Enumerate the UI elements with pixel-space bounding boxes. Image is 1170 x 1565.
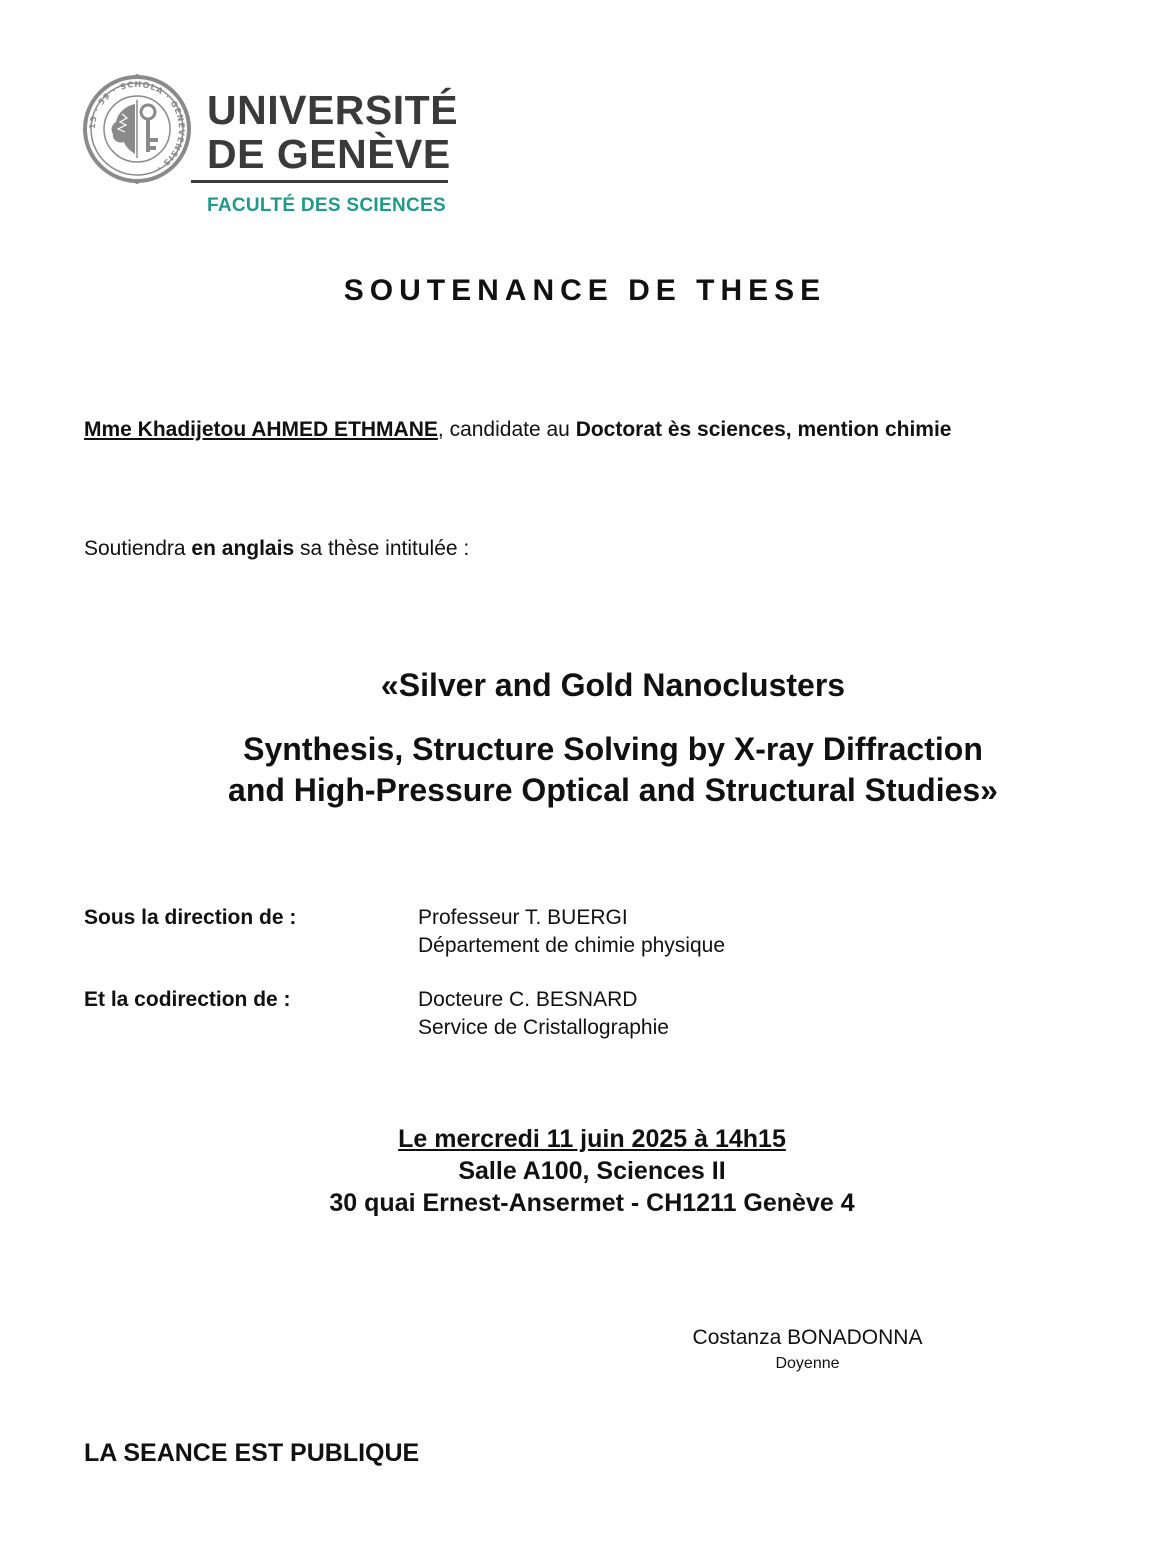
university-seal-icon bbox=[82, 72, 192, 187]
codirection-value bbox=[418, 986, 669, 1042]
candidate-name: Mme Khadijetou AHMED ETHMANE bbox=[84, 418, 438, 441]
candidate-connector: , candidate au bbox=[437, 418, 576, 441]
event-address: 30 quai Ernest-Ansermet - CH1211 Genève 4 bbox=[329, 1189, 855, 1217]
direction-value bbox=[418, 904, 725, 960]
thesis-title-line2: Synthesis, Structure Solving by X-ray Diffraction bbox=[243, 731, 983, 767]
svg-text:15 · 59 · SCHOLA · GENEVENSIS: 15 · 59 · SCHOLA · GENEVENSIS · bbox=[87, 79, 187, 173]
document-title: SOUTENANCE DE THESE bbox=[343, 274, 827, 307]
event-date: Le mercredi 11 juin 2025 à 14h15 bbox=[398, 1125, 786, 1153]
director-name: Professeur T. BUERGI bbox=[418, 906, 628, 929]
defense-language: en anglais bbox=[191, 537, 295, 560]
candidate-degree: Doctorat ès sciences, mention chimie bbox=[575, 418, 952, 441]
public-notice: LA SEANCE EST PUBLIQUE bbox=[84, 1439, 420, 1467]
director-department: Département de chimie physique bbox=[418, 934, 726, 957]
codirector-name: Docteure C. BESNARD bbox=[418, 988, 638, 1011]
defense-prefix: Soutiendra bbox=[84, 537, 192, 560]
faculty-name: FACULTÉ DES SCIENCES bbox=[207, 195, 446, 216]
event-room: Salle A100, Sciences II bbox=[458, 1157, 726, 1185]
defense-line bbox=[84, 537, 469, 561]
logo-divider bbox=[191, 180, 448, 183]
direction-label: Sous la direction de : bbox=[84, 906, 297, 929]
thesis-title-line1: «Silver and Gold Nanoclusters bbox=[380, 667, 846, 703]
thesis-title-line3: and High-Pressure Optical and Structural Studies» bbox=[228, 772, 998, 808]
codirection-label: Et la codirection de : bbox=[84, 988, 291, 1011]
defense-suffix: sa thèse intitulée : bbox=[294, 537, 470, 560]
university-name-line2: DE GENÈVE bbox=[207, 131, 451, 177]
signer-name: Costanza BONADONNA bbox=[692, 1326, 923, 1349]
candidate-line bbox=[84, 418, 951, 442]
signer-role: Doyenne bbox=[775, 1355, 840, 1372]
codirector-department: Service de Cristallographie bbox=[418, 1016, 669, 1039]
university-name-line1: UNIVERSITÉ bbox=[207, 87, 459, 133]
